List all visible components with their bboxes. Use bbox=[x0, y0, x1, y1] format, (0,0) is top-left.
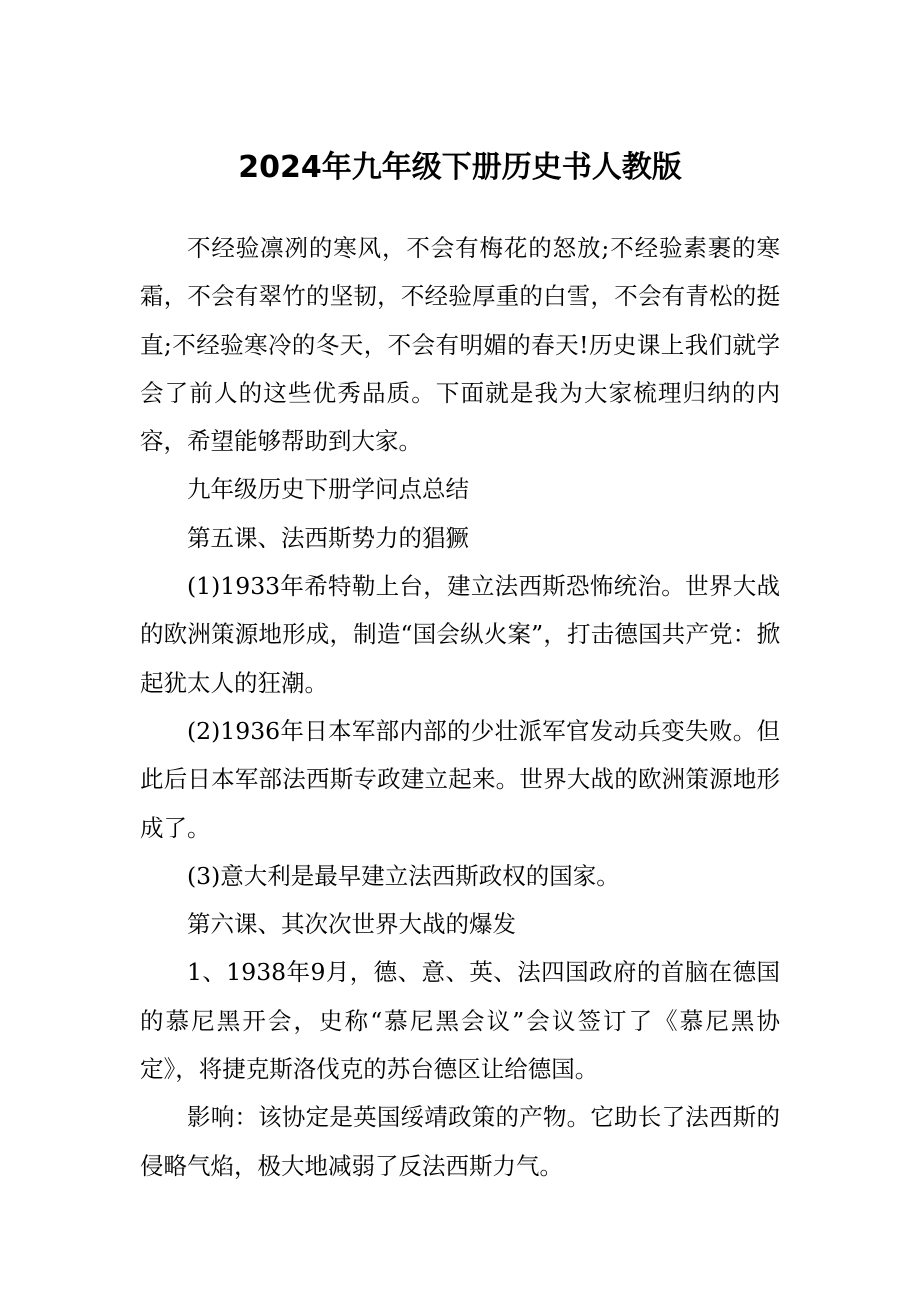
lesson-five-point-2: (2)1936年日本军部内部的少壮派军官发动兵变失败。但此后日本军部法西斯专政建立起来。世界大战的欧洲策源地形成了。 bbox=[140, 716, 780, 842]
document-title: 2024年九年级下册历史书人教版 bbox=[238, 150, 682, 185]
lesson-five-heading: 第五课、法西斯势力的猖獗 bbox=[187, 523, 469, 552]
intro-paragraph: 不经验凛冽的寒风，不会有梅花的怒放;不经验素裹的寒霜，不会有翠竹的坚韧，不经验厚重的白雪，不会有青松的挺直;不经验寒冷的冬天，不会有明媚的春天!历史课上我们就学会了前人的这些优秀品质。下面就是我为大家梳理归纳的内容，希望能够帮助到大家。 bbox=[140, 234, 780, 456]
section-heading-summary: 九年级历史下册学问点总结 bbox=[187, 475, 469, 504]
lesson-five-point-3: (3)意大利是最早建立法西斯政权的国家。 bbox=[187, 861, 620, 890]
lesson-six-heading: 第六课、其次次世界大战的爆发 bbox=[187, 910, 516, 939]
lesson-six-point-1: 1、1938年9月，德、意、英、法四国政府的首脑在德国的慕尼黑开会，史称“慕尼黑会议”会议签订了《慕尼黑协定》，将捷克斯洛伐克的苏台德区让给德国。 bbox=[140, 958, 780, 1084]
document-body bbox=[140, 224, 780, 1190]
lesson-six-impact: 影响：该协定是英国绥靖政策的产物。它助长了法西斯的侵略气焰，极大地减弱了反法西斯力气。 bbox=[140, 1103, 780, 1180]
lesson-five-point-1: (1)1933年希特勒上台，建立法西斯恐怖统治。世界大战的欧洲策源地形成，制造“国会纵火案”，打击德国共产党：掀起犹太人的狂潮。 bbox=[140, 572, 780, 697]
